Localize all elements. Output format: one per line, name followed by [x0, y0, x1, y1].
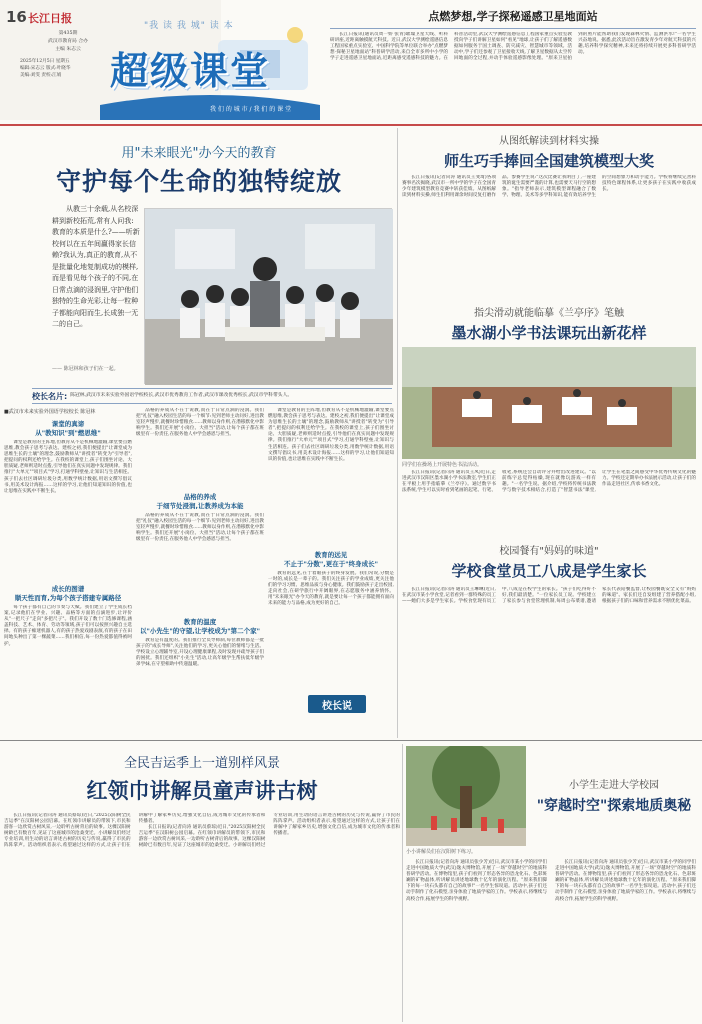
article-body [402, 175, 696, 299]
article-text: 长江日报讯(记者向涛 通讯员王凤)近日,走进武汉市汉阳区墨水湖小学书法教室,学生们正在平板上用手指临摹《兰亭序》。通过数字书法系统,学生可以实时看到笔画的起笔、行笔、收笔,系统还会自动评分并给出改进建议。"以前练字总觉得枯燥,现在就像玩游戏一样有趣。"一名学生说。据介绍,学校将传统书法教学与数字技术相结合,打造了"智慧书法"课堂,让学生在笔墨之间感受中华优秀传统文化的魅力。学校还定期举办书法展示活动,让孩子们的作品走进社区,传承书香文化。 [402, 470, 696, 494]
banner-tagline: 我 们 的 城 市 / 我 们 的 课 堂 [210, 106, 292, 113]
staff-line-2: 美编:刘雯 责校:江娟 [20, 73, 62, 78]
top-article [330, 8, 696, 122]
article-headline: 学校食堂员工八成是学生家长 [451, 562, 647, 580]
feature-column-middle [136, 408, 264, 736]
section-body [4, 440, 132, 580]
section-body [4, 605, 132, 723]
article-headline: 师生巧手捧回全国建筑模型大奖 [443, 152, 654, 170]
calligraphy-article [402, 304, 696, 536]
section-heading: 课堂的真谛 从"教知识"到"燃思维" [35, 420, 101, 437]
section-heading: 品格的养成 于细节处浸润,让教养成为本能 [156, 493, 244, 510]
editor: 主编 朱志云 [55, 47, 81, 52]
column-banner [100, 0, 320, 120]
article-text: 长江日报讯(记者向涛 通讯员张少芳)近日,武汉市某小学的同学们走进中国地质大学(武汉)逸夫博物馆,开展了一场"穿越时空"的地质科普研学活动。在博物馆里,孩子们看到了形态各异的恐龙化石、色彩斑斓的矿物晶体,听讲解员讲述地球数十亿年的演化历程。"原来我们脚下的每一块石头都有自己的故事!"一名学生惊叹道。活动中,孩子们还动手制作了化石模型,亲身体验了地质学家的工作。学校表示,将继续与高校合作,拓展学生的科学视野。 [555, 860, 696, 902]
section-text: 品格的养成从不在于说教,而在于日常点滴的浸润。我们把"礼仪"融入校园生活的每一个细节:见到老师主动问好,进出教室轻声慢步,就餐时珍惜粮食……教师以身作则,在潜移默化中影响学生。我们还开展"小岗位、大担当"活动,让每个孩子都在班级里有一份责任,在服务他人中学会感恩与担当。 [136, 513, 264, 543]
article-body [406, 856, 696, 1016]
top-article-headline: 点燃梦想,学子探秘遥感卫星地面站 [428, 10, 598, 23]
tree-photo-block [406, 746, 526, 856]
section-heading: 教育的温度 以"小先生"的守望,让学校成为"第二个家" [139, 618, 260, 635]
photo-caption: 同学们在操场上开展特色书法活动。 [402, 462, 483, 468]
article-body [4, 813, 400, 1023]
article-text: 长江日报讯(记者向涛 通讯员张少芳)近日,武汉市某小学的同学们走进中国地质大学(武汉)逸夫博物馆,开展了一场"穿越时空"的地质科普研学活动。在博物馆里,孩子们看到了形态各异的恐龙化石、色彩斑斓的矿物晶体,听讲解员讲述地球数十亿年的演化历程。"原来我们脚下的每一块石头都有自己的故事!"一名学生惊叹道。活动中,孩子们还动手制作了化石模型,亲身体验了地质学家的工作。学校表示,将继续与高校合作,拓展学生的科学视野。 [406, 860, 547, 902]
issue-date: 2025年12月5日 星期五 [20, 59, 70, 64]
section-text: 教育的远见,在于着眼孩子的终身发展。我们常说,分数是一时的,成长是一辈子的。我们关注孩子的学业成绩,更关注他们的学习习惯、思维品质与身心健康。我们鼓励孩子走出校园,走向社会,在研学旅行中开阔眼界,在志愿服务中涵养情怀。用"未来眼光"办今天的教育,就是要让每一个孩子都能拥有面向未来的能力与品格,成为更好的自己。 [268, 571, 394, 607]
byline: ■武汉市未来实验外国语学校校长 陈冠林 [4, 409, 96, 415]
top-article-body [330, 32, 696, 120]
paper-name: 长江日报 [28, 12, 72, 25]
bio-label: 校长名片: [32, 391, 68, 401]
divider [397, 128, 398, 738]
section-text: 教育是有温度的。我们推行全员导师制,每位教师都是一批孩子的"成长导师",关注他们的学习,更关心他们的情绪与生活。学校设立心理辅导室,开设心理健康课程,及时发现并疏导孩子们的困扰。我们还组织"小先生"活动,让高年级学生帮扶低年级学弟学妹,在守望相助中传递温暖。 [136, 638, 264, 668]
main-feature [4, 130, 394, 738]
article-headline: 墨水湖小学书法课玩出新花样 [451, 324, 647, 342]
feature-column-right [268, 408, 394, 736]
page-number: 16 [6, 8, 27, 26]
issue-number: 第435期 [58, 31, 78, 36]
pull-quote [52, 204, 140, 384]
article-headline: 红领巾讲解员童声讲古树 [86, 779, 318, 803]
article-text: 长江日报讯(记者向涛 通讯员王琳琳)近日,在武汉市某小学食堂,记者看到一群特殊的员工——她们大多是学生家长。学校食堂现有员工中,八成是在校学生的家长。"孩子们吃得好不好,我们最清楚。"一位家长员工说。学校建立了家长参与食堂管理机制,每周公布菜谱,邀请家长代表陪餐监督,让校园餐既安全又有"妈妈的味道"。家长们还自发组建了营养搭配小组,根据孩子们的口味和营养需求不断优化菜品。 [402, 587, 696, 605]
article-kicker: 从图纸解读到材料实操 [499, 136, 599, 147]
tree-photo [406, 746, 526, 846]
section-heading: 教育的远见 不止于"分数",更在于"终身成长" [283, 551, 378, 568]
top-article-text: 长江日报讯(通讯员周一娇 张青)璀璨卫星天线、听科研讲座,近距离触摸航天科技。近日,武汉大学测绘遥感信息工程国家重点实验室、中国科学院等单位联合举办"点燃梦想·探秘卫星地面站"科普研学活动,来自全市多所中小学的学子走进遥感卫星地面站,近距离感受遥感科技的魅力。在科普活动里,武汉大学测绘遥感信息工程国家重点实验室教授向学子们讲解卫星如何"看见"地球,让孩子们了解遥感数据如何服务于国土调查、防灾减灾、智慧城市等领域。活动中,学子们还参观了卫星接收天线,了解卫星数据从太空传回地面的全过程,并动手体验遥感影像处理。"原来卫星拍到的照片能帮助我们发现森林火情、监测洪水!"一名学生兴奋地说。据悉,此次活动旨在激发青少年对航天科技的兴趣,培养科学探究精神,未来还将持续开展更多科普研学活动。 [330, 32, 696, 62]
publisher: 武汉市教育局 合办 [48, 39, 88, 44]
section-text: 课堂是教育的主阵地,但教育从不是机械地灌输,课堂要点燃思维,教会孩子思考与表达。建校之初,我们便提出"让课堂成为思维生长的土壤"的理念,鼓励教师从"讲授者"转变为"引导者",把提问的权利还给学生。在我校的课堂上,孩子们围坐讨论、大胆质疑,老师则适时点拨,引导他们在真实问题中发现规律。我们推行"大单元""项目式"学习,打通学科壁垒,让知识与生活相连。孩子们去社区调研垃圾分类,用数学统计数据,用语文撰写倡议书,用美术设计海报……这样的学习,让他们知道知识的价值,也让思维在实践中不断生长。 [268, 408, 394, 462]
principal-says-badge: 校长说 [308, 695, 366, 713]
divider [0, 124, 702, 126]
geology-article [406, 746, 696, 1022]
feature-column-left [4, 408, 132, 736]
banner-slogan: "我 读 我 城" 读 本 [144, 21, 234, 31]
column-title: 超级课堂 [110, 49, 271, 93]
article-body [402, 587, 696, 727]
divider [0, 740, 702, 741]
article-text: 长江日报讯(记者向涛 通讯员蔡琼)近日,"2025汉阳树全民吉运季"在汉阳树公园启幕。在红领巾讲解员的带领下,市民和游客一边欣赏古树风采,一边聆听古树背后的故事。这棵汉阳树树龄已有数百年,见证了这座城市的沧桑变迁。小讲解员们经过专业培训,用生动的语言讲述古树的历史与传说,赢得了市民的阵阵掌声。活动组织者表示,希望通过这样的方式,让孩子们在讲解中了解家乡历史,增强文化自信,成为城市文化的传承者和传播者。 [138, 813, 400, 849]
article-kicker: 全民吉运季上一道别样风景 [123, 756, 280, 771]
article-headline: "穿越时空"探索地质奥秘 [536, 798, 692, 814]
article-kicker: 指尖滑动就能临摹《兰亭序》笔触 [474, 308, 624, 319]
feature-photo [144, 208, 392, 384]
principal-bio [32, 388, 392, 404]
section-body [268, 571, 394, 691]
canteen-article [402, 536, 696, 736]
section-body [268, 408, 394, 546]
article-kicker: 校园餐有"妈妈的味道" [499, 546, 599, 557]
section-text: 课堂是教育的主阵地,但教育从不是机械地灌输,课堂要点燃思维,教会孩子思考与表达。建校之初,我们便提出"让课堂成为思维生长的土壤"的理念,鼓励教师从"讲授者"转变为"引导者",把提问的权利还给学生。在我校的课堂上,孩子们围坐讨论、大胆质疑,老师则适时点拨,引导他们在真实问题中发现规律。我们推行"大单元""项目式"学习,打通学科壁垒,让知识与生活相连。孩子们去社区调研垃圾分类,用数学统计数据,用语文撰写倡议书,用美术设计海报……这样的学习,让他们知道知识的价值,也让思维在实践中不断生长。 [4, 440, 132, 494]
feature-kicker: 用"未来眼光"办今天的教育 [121, 146, 277, 161]
playground-photo-illustration [402, 347, 696, 459]
calligraphy-photo [402, 347, 696, 459]
article-text: 长江日报讯(记者向涛 通讯员蔡琼)近日,"2025汉阳树全民吉运季"在汉阳树公园启幕。在红领巾讲解员的带领下,市民和游客一边欣赏古树风采,一边聆听古树背后的故事。这棵汉阳树树龄已有数百年,见证了这座城市的沧桑变迁。小讲解员们经过专业培训,用生动的语言讲述古树的历史与传说,赢得了市民的阵阵掌声。活动组织者表示,希望通过这样的方式,让孩子们在讲解中了解家乡历史,增强文化自信,成为城市文化的传承者和传播者。 [4, 813, 266, 849]
section-heading: 成长的图谱 顺天性而育,为每个孩子搭建专属路径 [14, 585, 122, 602]
divider [402, 744, 403, 1022]
feature-headline: 守护每个生命的独特绽放 [55, 167, 342, 196]
model-award-article [402, 130, 696, 300]
bio-text: 陈冠林,武汉市未来实验外国语学校校长,武汉市优秀教育工作者,武汉市课改优秀校长,武汉市学科带头人。 [70, 393, 293, 398]
section-text: 每个孩子都有自己的节奏与天赋。我们建立了学生成长档案,记录他们在学业、兴趣、品格等方面的点滴进步,让评价从"一把尺子"走向"多把尺子"。我们开设了数十门选修课程,涵盖科技、艺术、体育、劳动等领域,孩子们可以按照兴趣自主选择。有的孩子痴迷机器人,有的孩子热爱戏剧表演,有的孩子在田间地头种出了第一棵蔬菜……我们相信,每一份热爱都值得被呵护。 [4, 605, 132, 647]
section-body [136, 638, 264, 748]
divider [330, 28, 696, 29]
section-body [136, 408, 264, 488]
ancient-tree-article [4, 746, 400, 1022]
section-text: 品格的养成从不在于说教,而在于日常点滴的浸润。我们把"礼仪"融入校园生活的每一个细节:见到老师主动问好,进出教室轻声慢步,就餐时珍惜粮食……教师以身作则,在潜移默化中影响学生。我们还开展"小岗位、大担当"活动,让每个孩子都在班级里有一份责任,在服务他人中学会感恩与担当。 [136, 408, 264, 438]
tree-photo-illustration [406, 746, 526, 846]
classroom-photo-illustration [145, 209, 393, 385]
pull-quote-text: 从教三十余载,从名校深耕到新校拓荒,常有人问我:教育的本质是什么?——听新校何以在五年间赢得家长信赖?我认为,真正的教育,从不是批量化地复制成功的模样,而是看见每个孩子的不同,在日常点滴的浸润里,守护他们独特的生命光彩,让每一粒种子都能向阳而生,长成独一无二的自己。 [52, 205, 140, 328]
article-text: 长江日报讯(记者向涛 通讯员王斐琦)各项赛事名次揭晓,武汉市一所中学的学子在全国青少年建筑模型教育竞赛中斩获佳绩。从图纸解读到材料实操,师生们利用课余时间反复打磨作品。参赛学生说:"这次比赛让我明白了,一座建筑的诞生需要严谨的计算,也需要天马行空的想象。"指导老师表示,建筑模型课程融合了数学、物理、美术等多学科知识,能有效培养学生的空间想象力和动手能力。学校将继续完善科技特色课程体系,让更多孩子在实践中收获成长。 [402, 175, 696, 199]
staff-line-1: 编辑:宋志云 版式:叶晓华 [20, 66, 71, 71]
pull-quote-sign: —— 陈冠林和孩子们在一起。 [52, 366, 119, 372]
section-body [136, 513, 264, 613]
photo-caption: 小小讲解员们在汉阳树下练习。 [406, 849, 477, 855]
masthead-info [43, 30, 93, 54]
article-kicker: 小学生走进大学校园 [569, 780, 659, 791]
